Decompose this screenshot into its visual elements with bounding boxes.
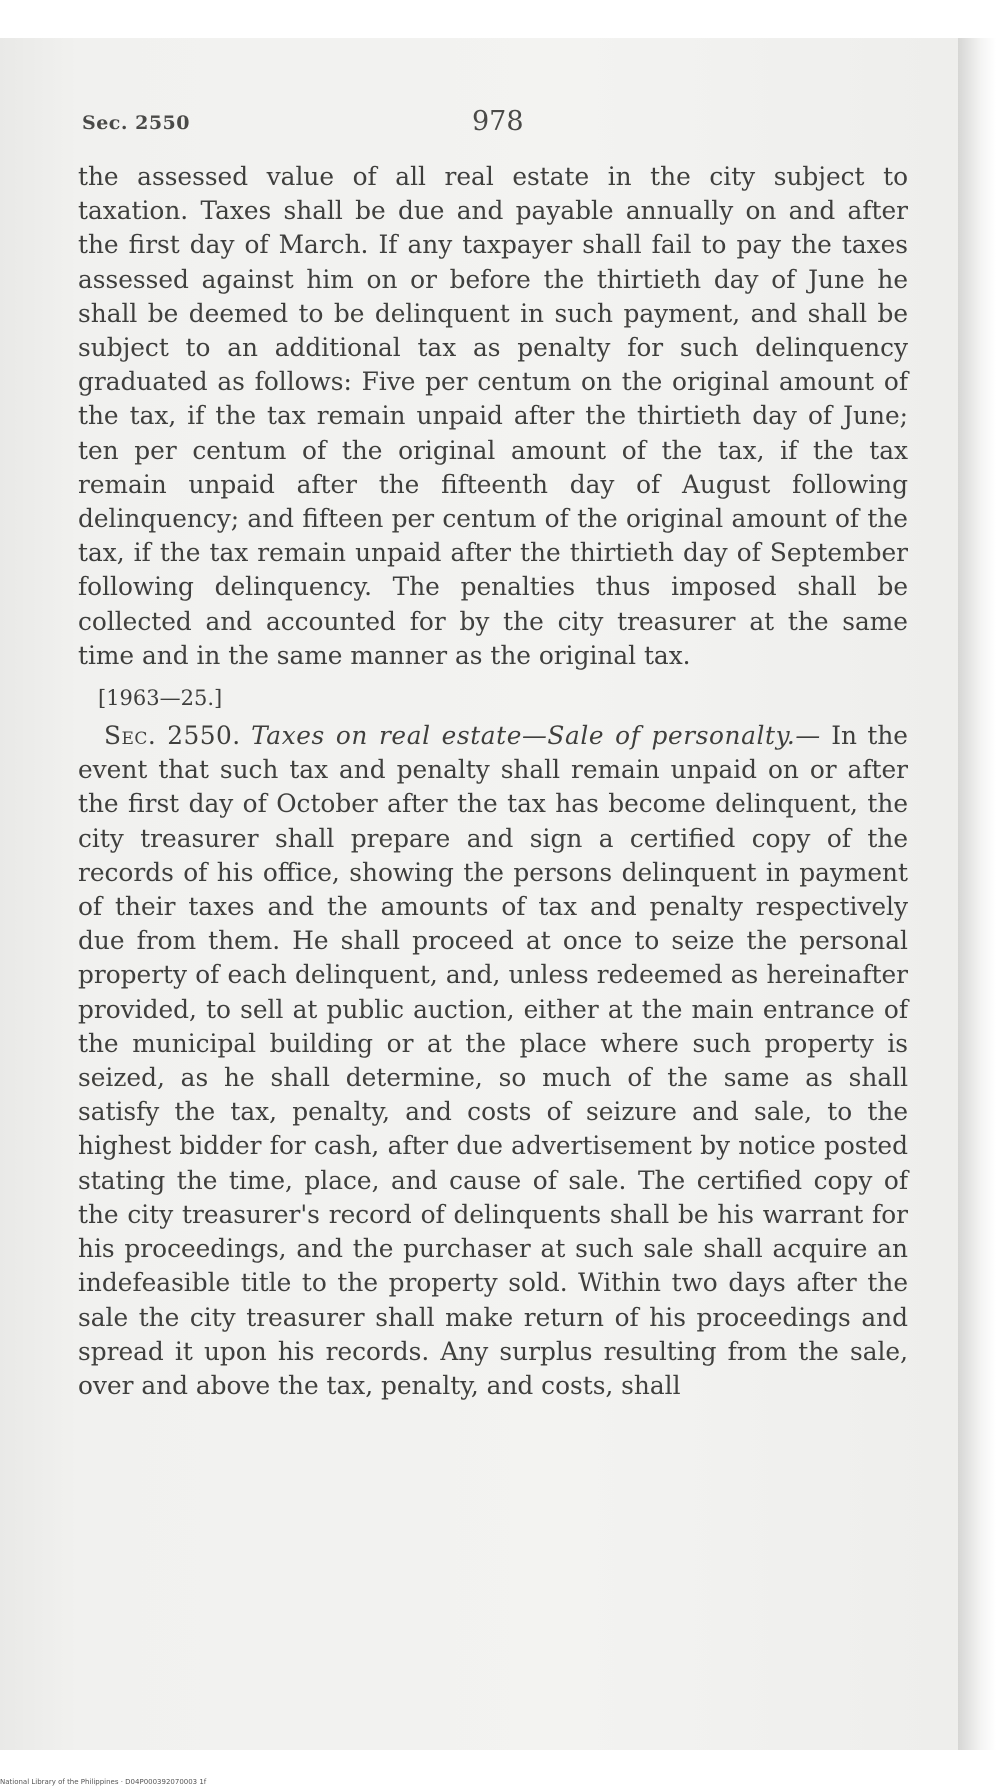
body-text	[78, 160, 908, 1403]
section-label: Sec. 2550.	[104, 721, 241, 751]
scan-footer: National Library of the Philippines · D04P000392070003 1f	[0, 1778, 207, 1786]
citation: [1963—25.]	[98, 686, 223, 711]
paragraph-continued: the assessed value of all real estate in the city subject to taxation. Taxes shall be due and payable annually on and after the first day of March. If any taxpayer shall fail to pay the taxes assessed against him on or before the thirtieth day of June he shall be deemed to be delinquent in such payment, and shall be subject to an additional tax as penalty for such delinquency graduated as follows: Five per centum on the original amount of the tax, if the tax remain unpaid after the thirtieth day of June; ten per centum of the original amount of the tax, if the tax remain unpaid after the fifteenth day of August following delinquency; and fifteen per centum of the original amount of the tax, if the tax remain unpaid after the thirtieth day of September following delinquency. The penalties thus imposed shall be collected and accounted for by the city treasurer at the same time and in the same manner as the original tax.	[78, 162, 908, 670]
page-edge-shadow	[958, 38, 996, 1750]
section-title: Taxes on real estate—Sale of personalty.—	[251, 721, 821, 751]
page-number: 978	[472, 106, 524, 137]
section-paragraph	[78, 719, 908, 1403]
section-body: In the event that such tax and penalty shall remain unpaid on or after the first day of October after the tax has become delinquent, the city treasurer shall prepare and sign a certified copy of the records of his office, showing the persons delinquent in payment of their taxes and the amounts of tax and penalty respectively due from them. He shall proceed at once to seize the personal property of each delinquent, and, unless redeemed as hereinafter provided, to sell at public auction, either at the main entrance of the municipal building or at the place where such property is seized, as he shall determine, so much of the same as shall satisfy the tax, penalty, and costs of seizure and sale, to the highest bidder for cash, after due advertisement by notice posted stating the time, place, and cause of sale. The certified copy of the city treasurer's record of delinquents shall be his warrant for his proceedings, and the purchaser at such sale shall acquire an indefeasible title to the property sold. Within two days after the sale the city treasurer shall make return of his proceedings and spread it upon his records. Any surplus resulting from the sale, over and above the tax, penalty, and costs, shall	[78, 721, 908, 1400]
running-head: Sec. 2550	[82, 112, 190, 134]
page-header	[82, 108, 902, 148]
